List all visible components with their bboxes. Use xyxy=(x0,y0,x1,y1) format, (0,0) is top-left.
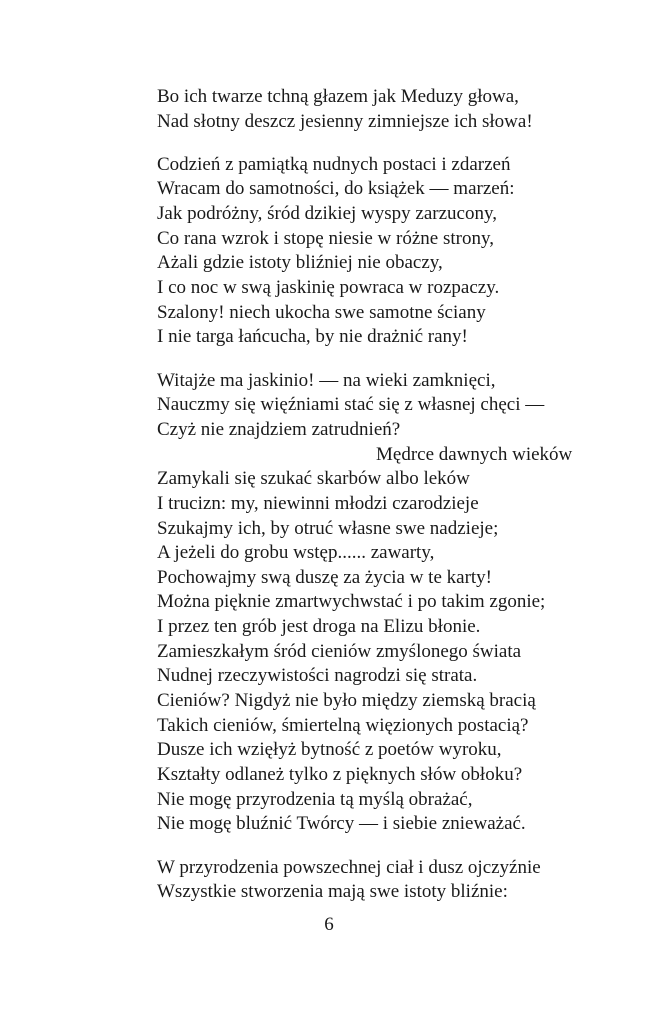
verse-line: I nie targa łańcucha, by nie drażnić rany! xyxy=(157,326,468,348)
verse-line: I co noc w swą jaskinię powraca w rozpaczy. xyxy=(157,277,500,299)
verse-line: Zamykali się szukać skarbów albo leków xyxy=(157,468,470,490)
stanza-3 xyxy=(157,369,627,837)
verse-line: A jeżeli do grobu wstęp...... zawarty, xyxy=(157,542,435,564)
verse-line: I przez ten grób jest droga na Elizu błonie. xyxy=(157,616,481,638)
stanza-2 xyxy=(157,153,627,350)
verse-line: I trucizn: my, niewinni młodzi czarodzieje xyxy=(157,492,479,514)
page-number: 6 xyxy=(324,914,334,935)
verse-line: Wracam do samotności, do książek — marzeń: xyxy=(157,178,515,200)
verse-line: Co rana wzrok i stopę niesie w różne strony, xyxy=(157,227,494,249)
verse-line: Bo ich twarze tchną głazem jak Meduzy głowa, xyxy=(157,86,519,107)
verse-line: Zamieszkałym śród cieniów zmyślonego świata xyxy=(157,640,522,662)
verse-line: Codzień z pamiątką nudnych postaci i zdarzeń xyxy=(157,153,511,175)
verse-line: Szalony! niech ukocha swe samotne ściany xyxy=(157,301,486,323)
verse-line: W przyrodzenia powszechnej ciał i dusz ojczyźnie xyxy=(157,856,541,878)
verse-line: Wszystkie stworzenia mają swe istoty bliźnie: xyxy=(157,881,508,903)
verse-line: Nudnej rzeczywistości nagrodzi się strata. xyxy=(157,665,478,687)
verse-line: Kształty odlaneż tylko z pięknych słów obłoku? xyxy=(157,764,523,786)
verse-line: Jak podróżny, śród dzikiej wyspy zarzucony, xyxy=(157,203,497,225)
verse-line: Nad słotny deszcz jesienny zimniejsze ich słowa! xyxy=(157,110,533,132)
stanza-1 xyxy=(157,85,627,134)
verse-line: Dusze ich wzięłyż bytność z poetów wyroku, xyxy=(157,739,502,761)
verse-line: Ażali gdzie istoty bliźniej nie obaczy, xyxy=(157,252,443,274)
verse-line: Nie mogę przyrodzenia tą myślą obrażać, xyxy=(157,788,473,810)
verse-line: Nauczmy się więźniami stać się z własnej chęci — xyxy=(157,394,545,416)
verse-line: Witajże ma jaskinio! — na wieki zamknięci, xyxy=(157,369,496,391)
verse-line: Pochowajmy swą duszę za życia w te karty! xyxy=(157,566,493,588)
stanza-4 xyxy=(157,856,627,905)
verse-line: Cieniów? Nigdyż nie było między ziemską bracią xyxy=(157,690,536,712)
verse-line: Można pięknie zmartwychwstać i po takim zgonie; xyxy=(157,591,546,613)
verse-line: Szukajmy ich, by otruć własne swe nadzieje; xyxy=(157,517,499,539)
verse-line: Nie mogę bluźnić Twórcy — i siebie znieważać. xyxy=(157,813,526,835)
verse-line-indented: Mędrce dawnych wieków xyxy=(376,443,573,465)
poem-text xyxy=(157,85,627,923)
verse-line: Czyż nie znajdziem zatrudnień? xyxy=(157,418,401,440)
verse-line: Takich cieniów, śmiertelną więzionych postacią? xyxy=(157,714,529,736)
